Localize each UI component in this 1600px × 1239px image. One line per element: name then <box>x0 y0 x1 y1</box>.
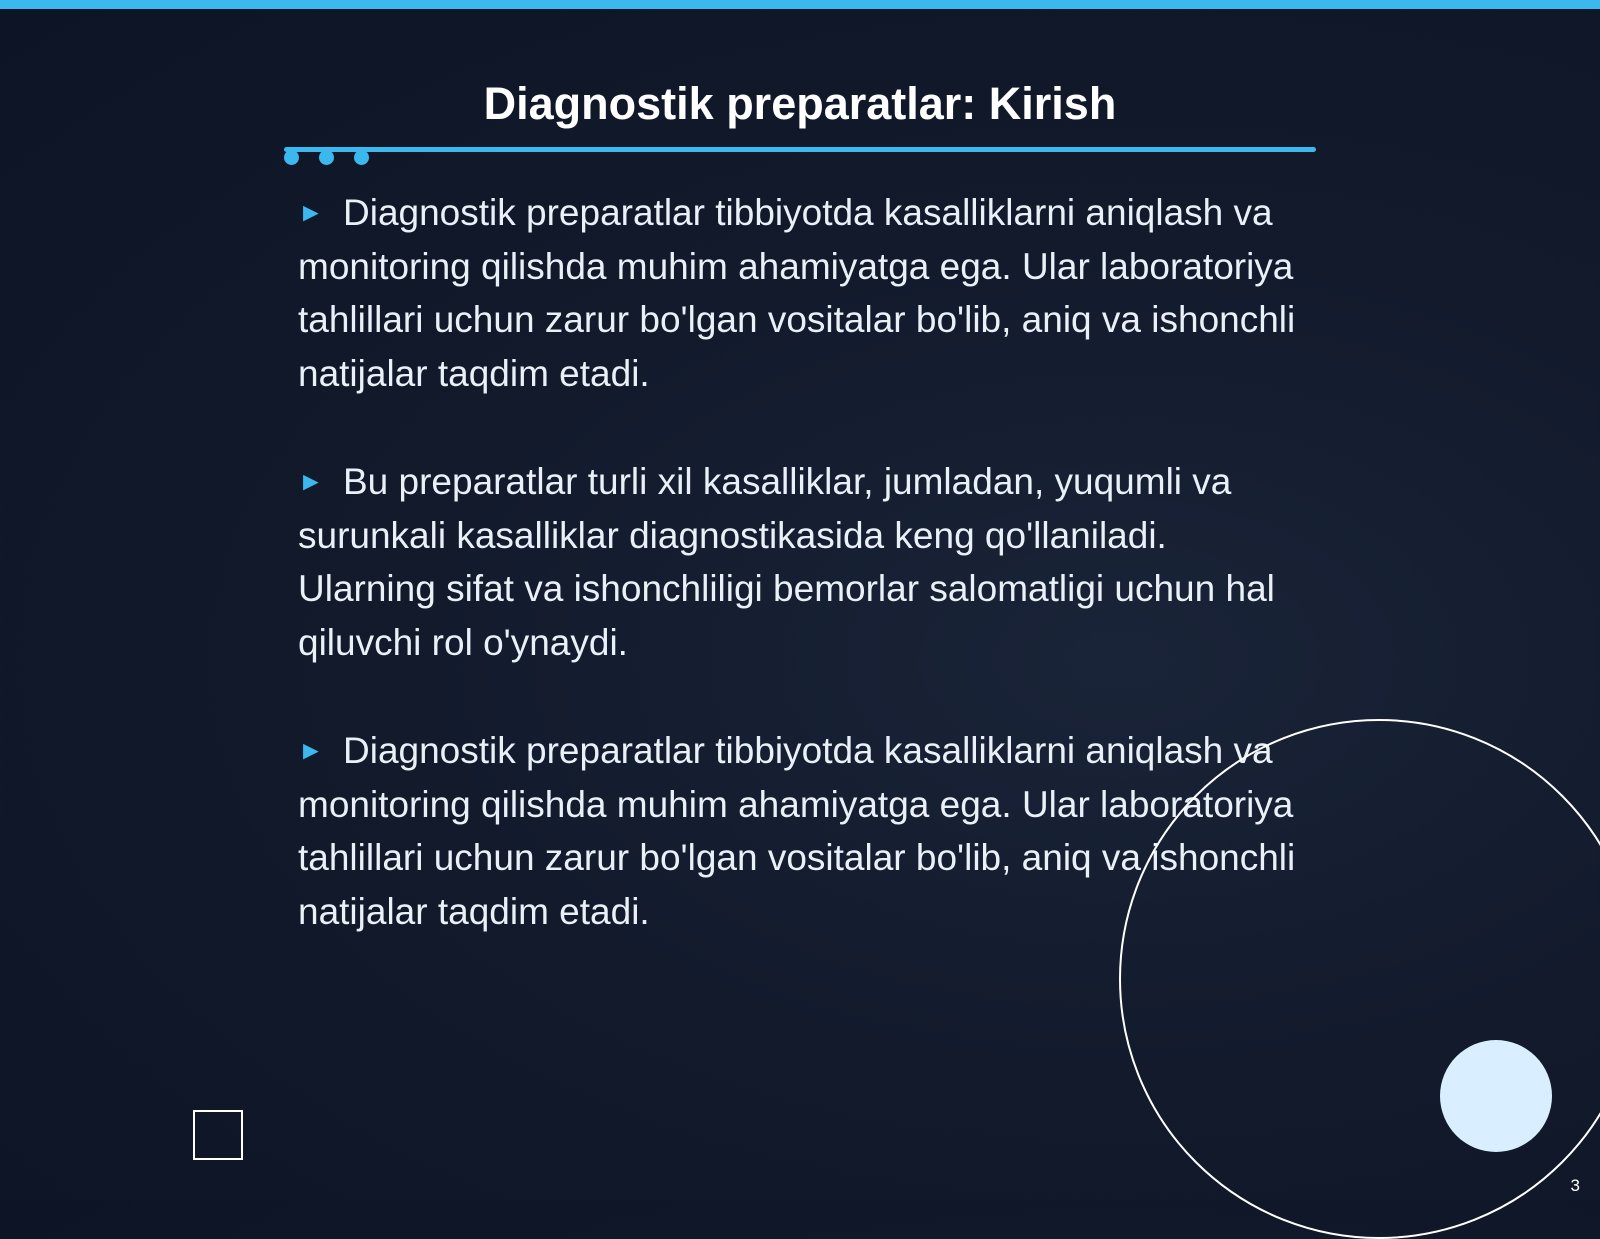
title-underline <box>284 147 1316 152</box>
slide-body <box>298 186 1308 993</box>
bullet-triangle-icon: ► <box>298 735 324 765</box>
bullet-triangle-icon: ► <box>298 197 324 227</box>
paragraph-text: Diagnostik preparatlar tibbiyotda kasalliklarni aniqlash va monitoring qilishda muhim ahamiyatga ega. Ular laboratoriya tahlillari uchun zarur bo'lgan vositalar bo'lib, aniq va ishonchli natijalar taqdim etadi. <box>298 730 1296 932</box>
paragraph-text: Diagnostik preparatlar tibbiyotda kasalliklarni aniqlash va monitoring qilishda muhim ahamiyatga ega. Ular laboratoriya tahlillari uchun zarur bo'lgan vositalar bo'lib, aniq va ishonchli natijalar taqdim etadi. <box>298 192 1296 394</box>
bullet-triangle-icon: ► <box>298 466 324 496</box>
page-number: 3 <box>1570 1176 1580 1195</box>
decorative-dot <box>284 150 299 165</box>
decorative-dot <box>354 150 369 165</box>
slide-title: Diagnostik preparatlar: Kirish <box>483 78 1117 129</box>
paragraph-text: Bu preparatlar turli xil kasalliklar, jumladan, yuqumli va surunkali kasalliklar diagnostikasida keng qo'llaniladi. Ularning sifat va ishonchliligi bemorlar salomatligi uchun hal qiluvchi rol o'ynaydi. <box>298 461 1275 663</box>
decorative-dot <box>319 150 334 165</box>
decorative-square-outline <box>193 1110 243 1160</box>
bullet-paragraph-1 <box>298 186 1308 400</box>
decorative-disc <box>1440 1040 1552 1152</box>
top-accent-bar <box>0 0 1600 9</box>
bullet-paragraph-3 <box>298 724 1308 938</box>
bullet-paragraph-2 <box>298 455 1308 669</box>
